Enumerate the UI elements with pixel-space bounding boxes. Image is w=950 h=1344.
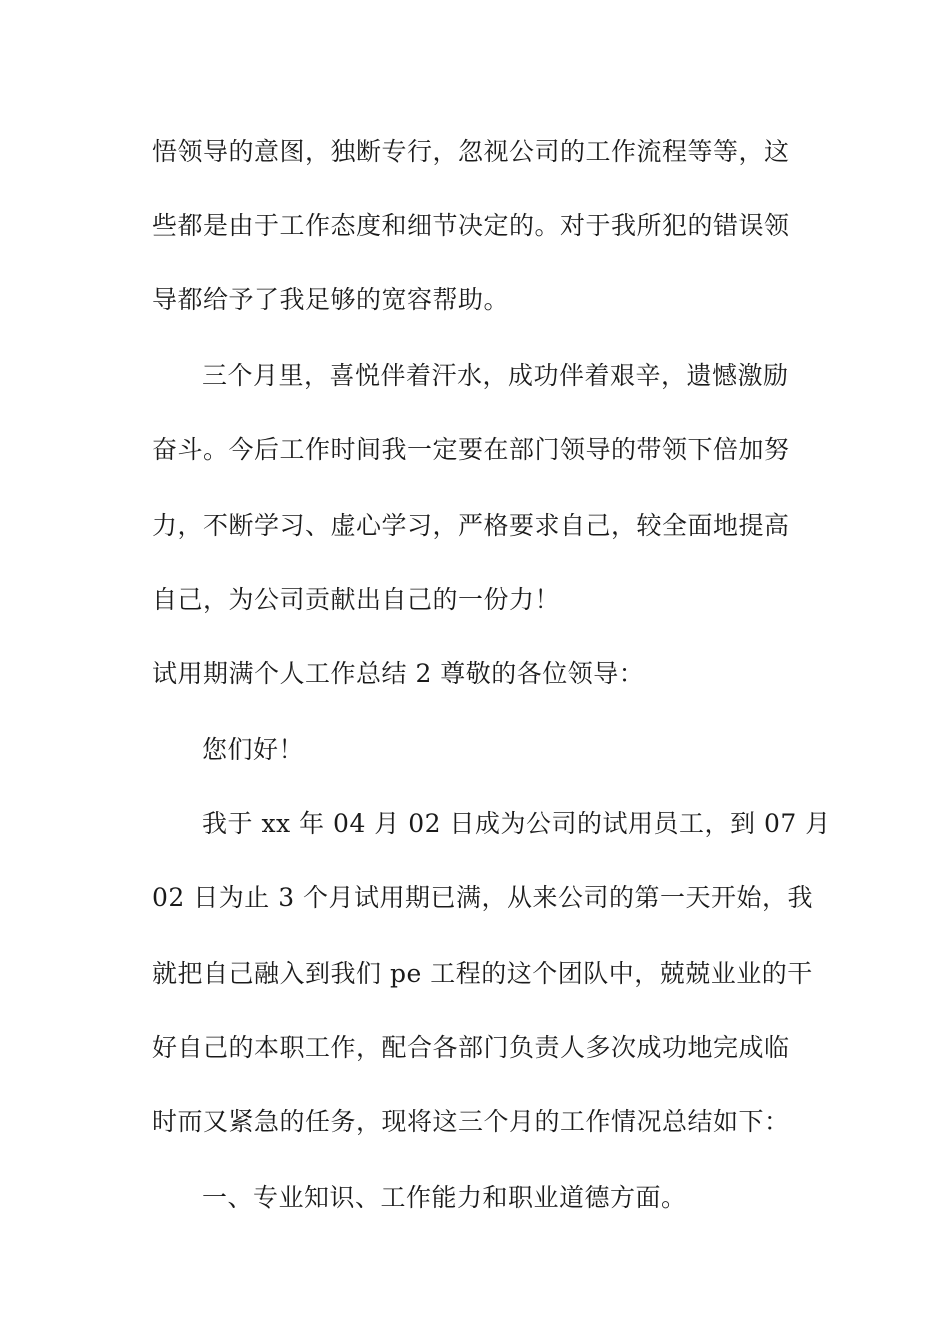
text-line: 导都给予了我足够的宽容帮助。 [152, 285, 510, 314]
text-line: 时而又紧急的任务，现将这三个月的工作情况总结如下： [152, 1107, 790, 1136]
text-line: 三个月里，喜悦伴着汗水，成功伴着艰辛，遗憾激励 [202, 361, 789, 390]
text-line: 就把自己融入到我们 pe 工程的这个团队中，兢兢业业的干 [152, 959, 813, 988]
text-line: 些都是由于工作态度和细节决定的。对于我所犯的错误领 [152, 211, 790, 240]
text-line: 力，不断学习、虚心学习，严格要求自己，较全面地提高 [152, 511, 790, 540]
text-line: 奋斗。今后工作时间我一定要在部门领导的带领下倍加努 [152, 435, 790, 464]
greeting: 您们好！ [202, 735, 305, 764]
text-line: 好自己的本职工作，配合各部门负责人多次成功地完成临 [152, 1033, 790, 1062]
section-heading: 试用期满个人工作总结 2 尊敬的各位领导： [152, 659, 645, 688]
text-line: 悟领导的意图，独断专行，忽视公司的工作流程等等，这 [152, 137, 790, 166]
subsection-heading: 一、专业知识、工作能力和职业道德方面。 [202, 1183, 687, 1212]
text-line: 自己，为公司贡献出自己的一份力！ [152, 585, 561, 614]
text-line: 02 日为止 3 个月试用期已满，从来公司的第一天开始，我 [152, 883, 814, 912]
text-line: 我于 xx 年 04 月 02 日成为公司的试用员工，到 07 月 [202, 809, 831, 838]
